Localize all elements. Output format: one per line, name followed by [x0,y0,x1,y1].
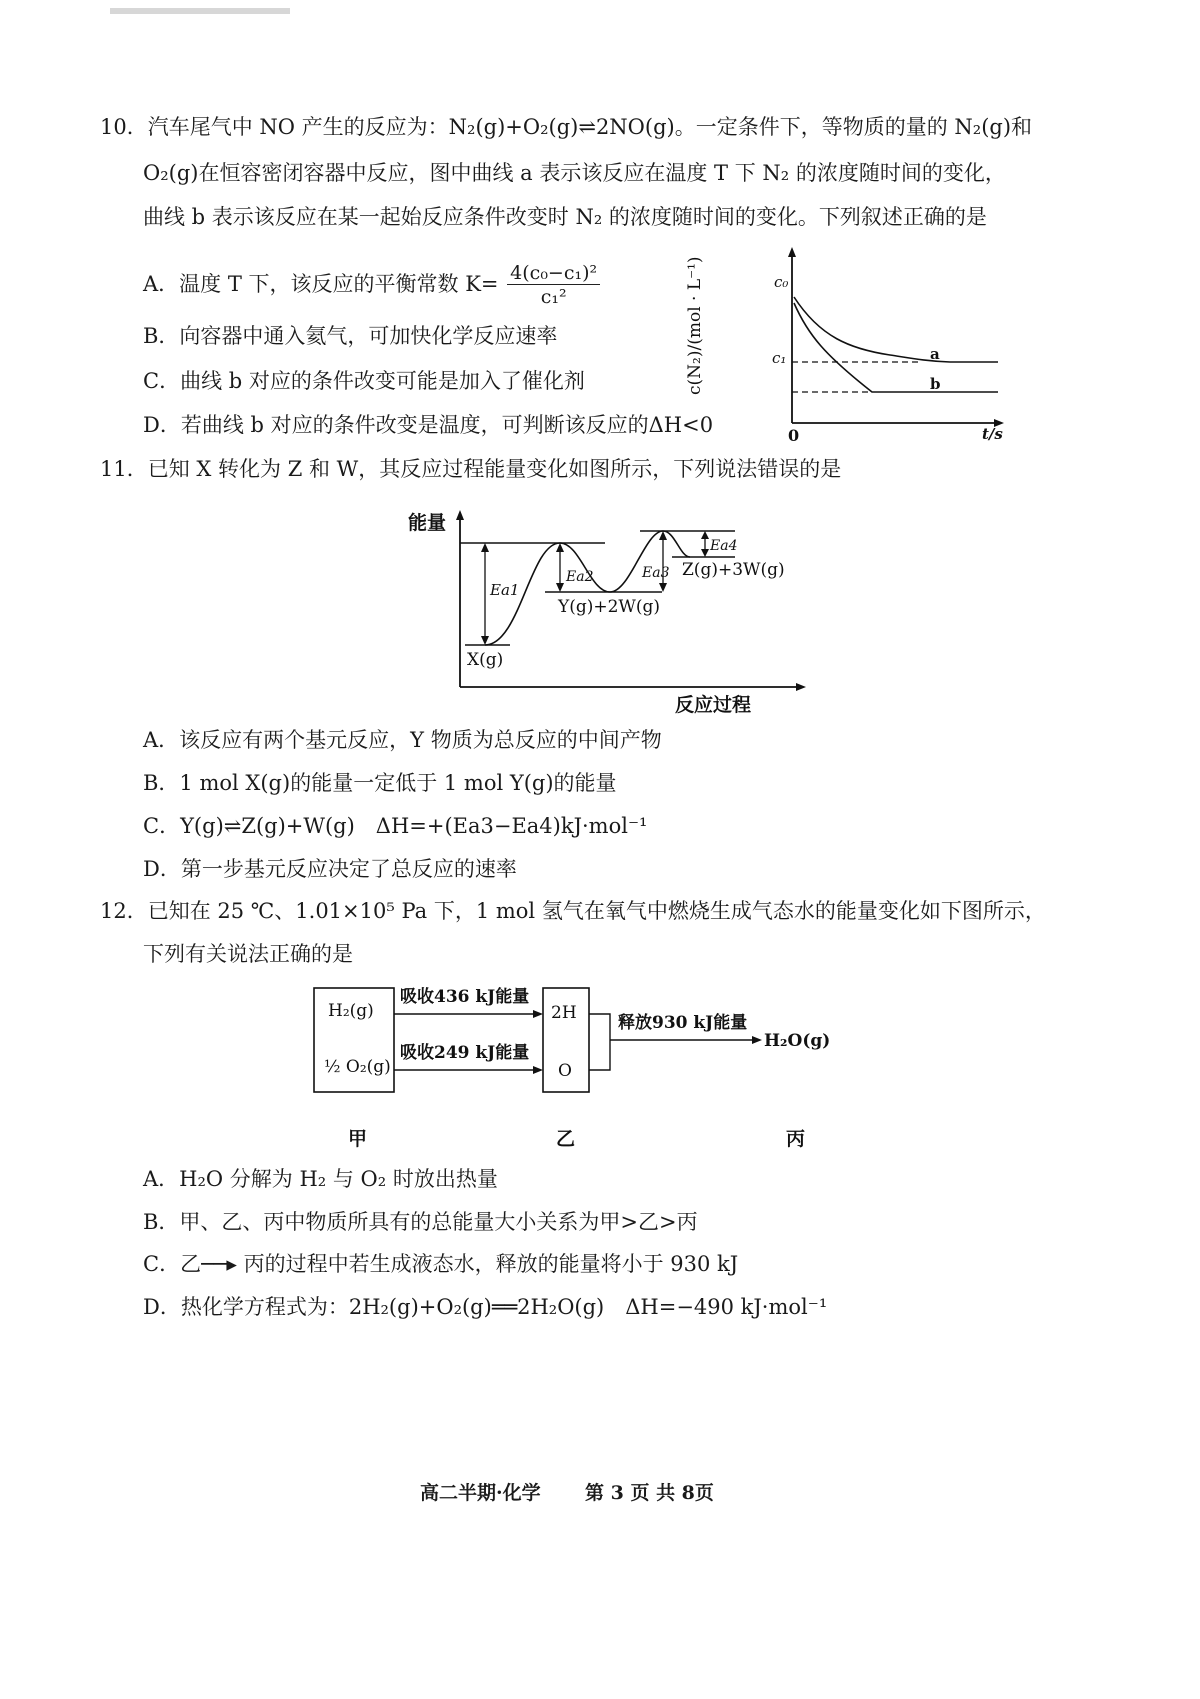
q11-y-axis-arrow [456,510,464,520]
q10-option-a-text: A．温度 T 下，该反应的平衡常数 K= [143,272,499,296]
q12-option-c: C．乙──▸ 丙的过程中若生成液态水，释放的能量将小于 930 kJ [143,1252,739,1276]
q12-label-bing: 丙 [786,1128,806,1150]
q11-stem: 11．已知 X 转化为 Z 和 W，其反应过程能量变化如图所示，下列说法错误的是 [100,457,842,481]
q11-energy-diagram [400,505,820,725]
q10-curve-b-label: b [930,375,941,393]
q11-option-b: B．1 mol X(g)的能量一定低于 1 mol Y(g)的能量 [143,771,617,795]
q10-c1-label: c₁ [772,349,787,367]
q12-box-yi-top: 2H [551,1003,577,1023]
q12-arrow2-head [533,1066,543,1074]
q10-option-a [143,262,600,309]
q11-ea4-arrowhead-up [701,531,709,539]
q11-y-species: Y(g)+2W(g) [558,597,661,617]
q12-label-yi: 乙 [556,1128,576,1150]
q10-c0-label: c₀ [774,273,789,291]
q12-arrow1-head [533,1010,543,1018]
q12-stem-line1: 12．已知在 25 ℃、1.01×10⁵ Pa 下，1 mol 氢气在氧气中燃烧生成气态水的能量变化如下图所示， [100,899,1046,923]
q10-option-d: D．若曲线 b 对应的条件改变是温度，可判断该反应的ΔH<0 [143,413,714,437]
q10-stem-line2: O₂(g)在恒容密闭容器中反应，图中曲线 a 表示该反应在温度 T 下 N₂ 的浓度随时间的变化， [143,161,1006,185]
q12-energy-scheme [300,980,860,1160]
q10-stem-line3: 曲线 b 表示该反应在某一起始反应条件改变时 N₂ 的浓度随时间的变化。下列叙述正确的是 [143,205,987,229]
q12-option-d: D．热化学方程式为：2H₂(g)+O₂(g)══2H₂O(g) ΔH=−490 kJ·mol⁻¹ [143,1295,828,1319]
q11-ea2-arrowhead-up [556,543,564,552]
footer-subject: 高二半期·化学 [420,1482,541,1504]
q11-ea1-label: Ea1 [490,581,520,599]
q12-arrow3-label: 释放930 kJ能量 [618,1013,748,1033]
q10-x-label: t/s [982,425,1003,443]
q10-origin-label: 0 [788,426,800,445]
q10-option-b: B．向容器中通入氦气，可加快化学反应速率 [143,324,558,348]
q11-option-c: C．Y(g)⇌Z(g)+W(g) ΔH=+(Ea3−Ea4)kJ·mol⁻¹ [143,814,648,838]
q10-stem-line1: 10．汽车尾气中 NO 产生的反应为：N₂(g)+O₂(g)⇌2NO(g)。一定条件下，等物质的量的 N₂(g)和 [100,115,1033,139]
q11-z-species: Z(g)+3W(g) [682,560,785,580]
q12-arrow1-label: 吸收436 kJ能量 [400,987,530,1007]
q11-ea3-arrowhead-down [659,583,667,592]
q11-ea1-arrowhead-up [481,543,489,552]
q12-box-yi-bottom: O [558,1061,572,1081]
q11-ea2-label: Ea2 [566,569,594,585]
q12-arrow2-label: 吸收249 kJ能量 [400,1043,530,1063]
q10-k-denominator: c₁² [540,286,567,308]
q12-box-jia-bottom: ½ O₂(g) [324,1057,391,1077]
q12-arrow3-head [752,1036,762,1044]
q12-option-b: B．甲、乙、丙中物质所具有的总能量大小关系为甲>乙>丙 [143,1210,698,1234]
q12-bracket [589,1014,610,1070]
q10-concentration-graph [685,245,1020,445]
q11-option-a: A．该反应有两个基元反应，Y 物质为总反应的中间产物 [143,728,662,752]
q11-ea4-arrowhead-down [701,549,709,557]
scan-mark [110,8,290,14]
q10-y-label: c(N₂)/(mol · L⁻¹) [685,256,705,395]
q10-y-axis-arrow [788,247,796,257]
q12-option-a: A．H₂O 分解为 H₂ 与 O₂ 时放出热量 [143,1167,498,1191]
q11-x-label: 反应过程 [675,694,752,716]
q11-ea2-arrowhead-down [556,583,564,592]
q11-x-species: X(g) [467,650,504,670]
q11-y-label: 能量 [408,512,447,534]
q11-ea4-label: Ea4 [710,538,738,554]
q12-stem-line2: 下列有关说法正确的是 [143,942,353,966]
q10-curve-a-label: a [930,345,940,363]
q11-ea1-arrowhead-down [481,636,489,645]
footer-page-number: 第 3 页 共 8页 [585,1482,714,1504]
q12-product: H₂O(g) [764,1031,831,1051]
q10-option-c: C．曲线 b 对应的条件改变可能是加入了催化剂 [143,369,585,393]
q10-k-numerator: 4(c₀−c₁)² [507,262,600,285]
q11-ea3-label: Ea3 [642,565,670,581]
q11-option-d: D．第一步基元反应决定了总反应的速率 [143,857,517,881]
q10-curve-b [794,303,998,392]
q10-curve-a [794,297,998,362]
q10-k-fraction [507,262,600,309]
q12-box-jia-top: H₂(g) [328,1001,374,1021]
q11-x-axis-arrow [796,683,806,691]
q12-label-jia: 甲 [348,1128,368,1150]
